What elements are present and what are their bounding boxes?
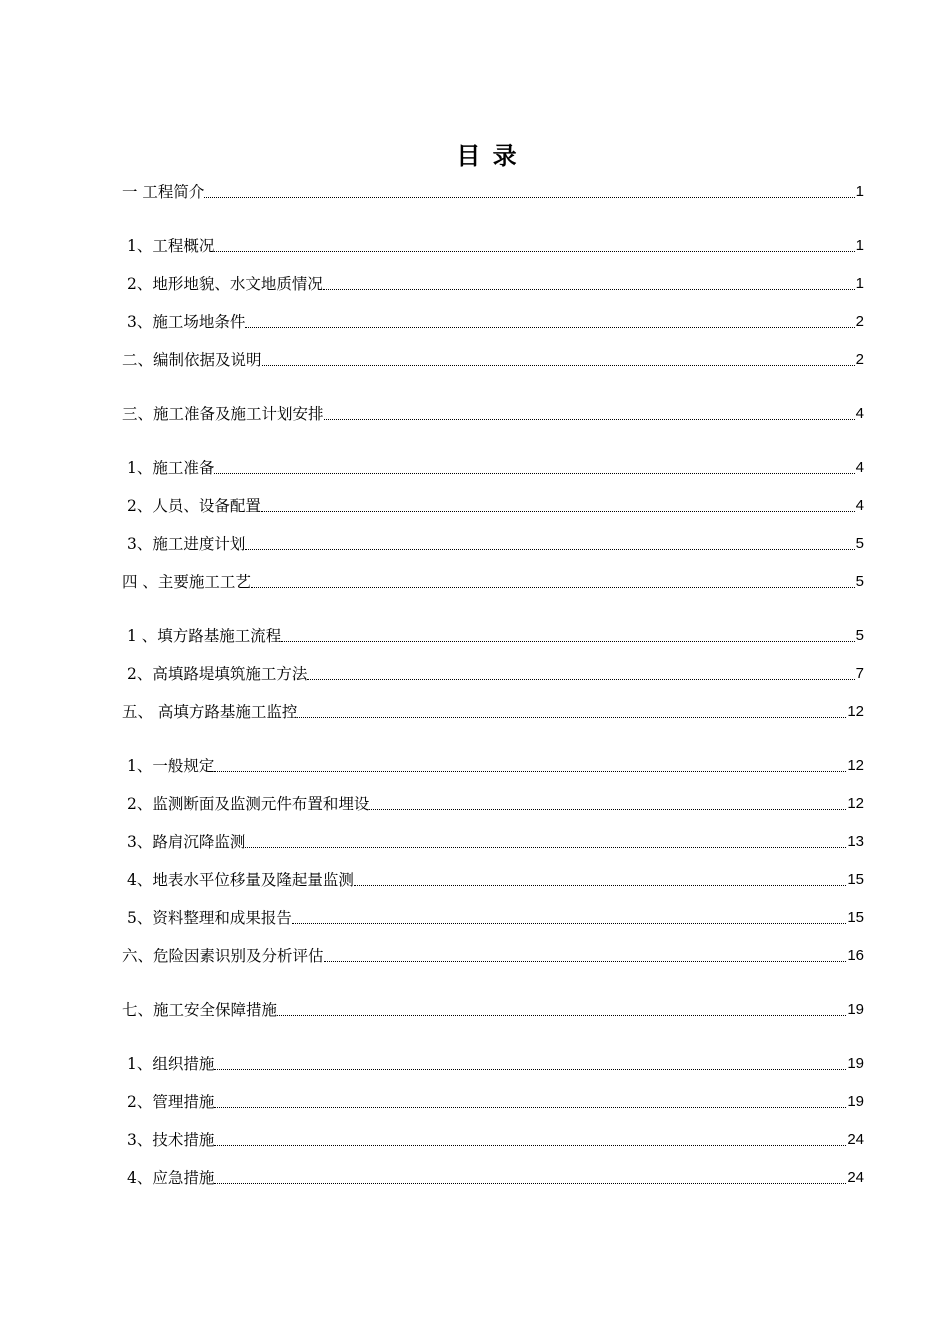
toc-leader [214,1052,847,1076]
toc-page-number: 2 [855,351,864,368]
toc-entry[interactable] [122,272,864,296]
toc-leader [369,792,847,816]
toc-entry[interactable] [122,868,864,892]
toc-page-number: 5 [855,535,864,552]
toc-entry[interactable] [122,754,864,778]
toc-title: 目 录 [456,141,519,170]
toc-page-number: 7 [855,665,864,682]
toc-page-number: 16 [847,947,864,964]
toc-entry-label: 5、资料整理和成果报告 [127,909,292,927]
toc-leader [214,1128,847,1152]
toc-entry[interactable] [122,624,864,648]
toc-leader [245,532,855,556]
toc-page-number: 1 [855,237,864,254]
toc-page-number: 15 [847,909,864,926]
toc-entry[interactable] [122,402,864,426]
toc-entry[interactable] [122,456,864,480]
toc-entry-label: 1 、填方路基施工流程 [127,627,282,645]
toc-page-number: 4 [855,405,864,422]
toc-leader [261,494,856,518]
toc-entry-label: 2、地形地貌、水文地质情况 [127,275,323,293]
toc-leader [245,310,855,334]
toc-page-number: 19 [847,1001,864,1018]
toc-entry[interactable] [122,180,864,204]
toc-leader [297,700,847,724]
toc-entry[interactable] [122,532,864,556]
toc-leader [307,662,855,686]
toc-page-number: 19 [847,1055,864,1072]
toc-entry[interactable] [122,1090,864,1114]
toc-leader [262,348,856,372]
toc-page-number: 5 [855,627,864,644]
toc-entry[interactable] [122,570,864,594]
toc-entry-label: 4、应急措施 [127,1169,215,1187]
toc-page-number: 24 [847,1131,864,1148]
toc-entry-label: 4、地表水平位移量及隆起量监测 [127,871,354,889]
toc-entry-label: 四 、主要施工工艺 [122,573,251,591]
toc-entry[interactable] [122,1128,864,1152]
toc-page-number: 2 [855,313,864,330]
toc-entry-label: 3、路肩沉降监测 [127,833,246,851]
toc-leader [323,272,856,296]
toc-entry[interactable] [122,944,864,968]
toc-entry[interactable] [122,348,864,372]
toc-entry[interactable] [122,700,864,724]
toc-page-number: 19 [847,1093,864,1110]
toc-leader [324,944,848,968]
toc-page-number: 4 [855,459,864,476]
toc-entry-label: 3、施工进度计划 [127,535,246,553]
toc-entry[interactable] [122,998,864,1022]
toc-entry[interactable] [122,310,864,334]
toc-entry[interactable] [122,494,864,518]
toc-page-number: 4 [855,497,864,514]
toc-entry-label: 五、 高填方路基施工监控 [122,703,298,721]
toc-entry-label: 1、工程概况 [127,237,215,255]
toc-entry-label: 1、组织措施 [127,1055,215,1073]
toc-entry-label: 三、施工准备及施工计划安排 [122,405,324,423]
toc-page-number: 15 [847,871,864,888]
toc-page-number: 13 [847,833,864,850]
toc-entry-label: 二、编制依据及说明 [122,351,262,369]
toc-leader [214,456,855,480]
toc-leader [277,998,847,1022]
toc-entry-label: 2、高填路堤填筑施工方法 [127,665,308,683]
toc-entry[interactable] [122,792,864,816]
toc-entry[interactable] [122,662,864,686]
toc-page-number: 1 [855,275,864,292]
toc-leader [204,180,855,204]
toc-entry-label: 一 工程简介 [122,183,205,201]
toc-entry-label: 3、施工场地条件 [127,313,246,331]
toc-entry-label: 2、监测断面及监测元件布置和埋设 [127,795,370,813]
toc-page-number: 5 [855,573,864,590]
toc-entry[interactable] [122,1052,864,1076]
toc-entry-label: 1、施工准备 [127,459,215,477]
toc-entry[interactable] [122,234,864,258]
toc-page-number: 12 [847,795,864,812]
toc-leader [281,624,855,648]
toc-leader [214,754,847,778]
toc-entry-label: 3、技术措施 [127,1131,215,1149]
toc-page-number: 12 [847,757,864,774]
toc-leader [251,570,856,594]
toc-leader [214,234,855,258]
toc-entry[interactable] [122,906,864,930]
toc-leader [214,1090,847,1114]
toc-page-number: 12 [847,703,864,720]
toc-leader [354,868,847,892]
toc-entry-label: 七、施工安全保障措施 [122,1001,278,1019]
toc-entry-label: 六、危险因素识别及分析评估 [122,947,324,965]
toc-entry[interactable] [122,830,864,854]
toc-page-number: 24 [847,1169,864,1186]
toc-leader [324,402,856,426]
toc-entry-label: 1、一般规定 [127,757,215,775]
toc-leader [245,830,847,854]
toc-entry-label: 2、管理措施 [127,1093,215,1111]
toc-entry[interactable] [122,1166,864,1190]
toc-entry-label: 2、人员、设备配置 [127,497,261,515]
toc-page-number: 1 [855,183,864,200]
toc-leader [292,906,847,930]
toc-leader [214,1166,847,1190]
